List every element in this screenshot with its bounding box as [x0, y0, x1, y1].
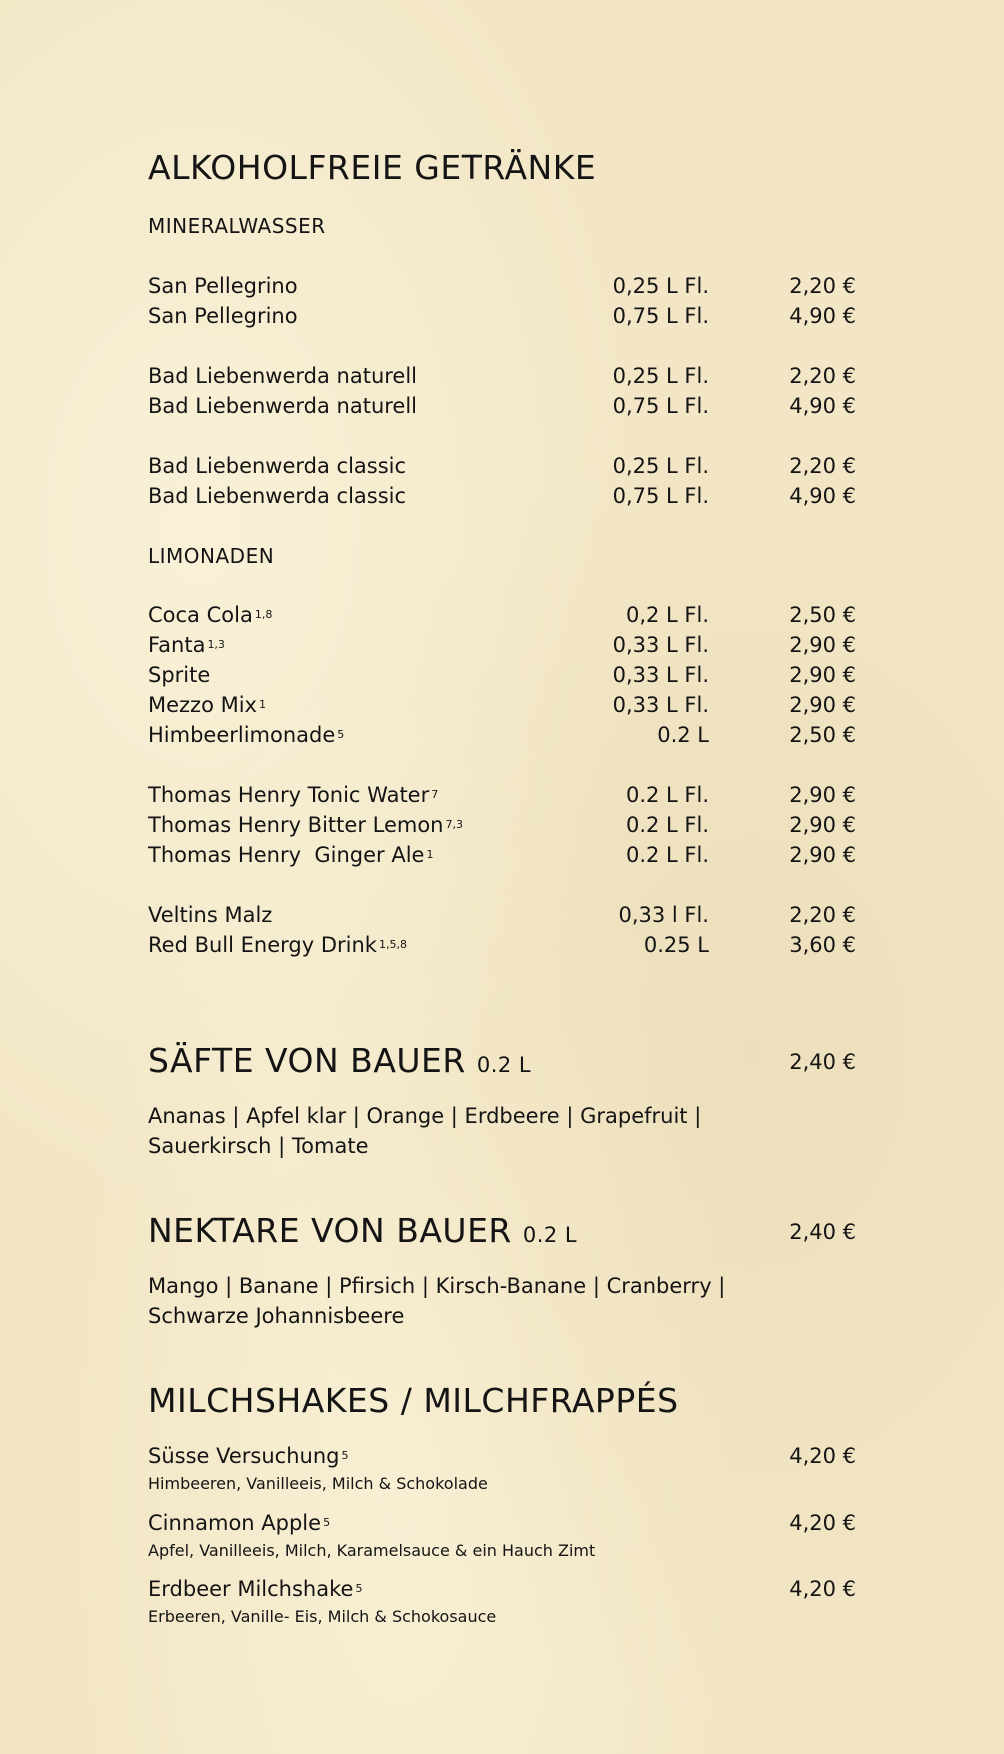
- allergen-note: 1,5,8: [378, 938, 407, 951]
- menu-item-name: Mezzo Mix $^1$: [148, 693, 266, 717]
- section-price: 2,40 €: [789, 1050, 856, 1074]
- section-price: 2,40 €: [789, 1220, 856, 1244]
- menu-item-price: 4,20 €: [789, 1444, 856, 1468]
- menu-item-name: Red Bull Energy Drink $^{1,5,8}$: [148, 933, 407, 957]
- menu-item-price: 2,90 €: [789, 633, 856, 657]
- menu-item-name: San Pellegrino: [148, 304, 298, 328]
- menu-item-name: Fanta $^{1,3}$: [148, 633, 225, 657]
- menu-item-size: 0,75 L Fl.: [612, 304, 709, 328]
- menu-item-price: 2,90 €: [789, 843, 856, 867]
- menu-item-price: 4,20 €: [789, 1511, 856, 1535]
- menu-item-price: 2,20 €: [789, 903, 856, 927]
- menu-item-size: 0,75 L Fl.: [612, 484, 709, 508]
- menu-item-description: Himbeeren, Vanilleeis, Milch & Schokolade: [148, 1474, 488, 1493]
- menu-item-size: 0.2 L: [657, 723, 709, 747]
- menu-item-price: 3,60 €: [789, 933, 856, 957]
- allergen-note: 1,8: [254, 608, 273, 621]
- section-size: 0.2 L: [522, 1223, 578, 1247]
- menu-item-name: Bad Liebenwerda classic: [148, 454, 407, 478]
- menu-item-name: Bad Liebenwerda naturell: [148, 394, 418, 418]
- allergen-note: 1,3: [207, 638, 225, 651]
- section-heading-mineralwasser: MINERALWASSER: [148, 214, 326, 238]
- allergen-note: 1: [426, 848, 434, 861]
- allergen-note: 5: [355, 1582, 363, 1595]
- menu-item-price: 2,90 €: [789, 813, 856, 837]
- menu-item-name: San Pellegrino: [148, 274, 298, 298]
- menu-item-price: 4,90 €: [789, 484, 856, 508]
- menu-item-size: 0,33 l Fl.: [618, 903, 709, 927]
- menu-item-description: Apfel, Vanilleeis, Milch, Karamelsauce & ein Hauch Zimt: [148, 1541, 596, 1560]
- menu-item-name: Süsse Versuchung $^5$: [148, 1444, 349, 1468]
- menu-item-size: 0,25 L Fl.: [612, 364, 709, 388]
- menu-item-price: 4,20 €: [789, 1577, 856, 1601]
- menu-item-name: Thomas Henry Ginger Ale $^1$: [148, 843, 434, 867]
- menu-item-size: 0,2 L Fl.: [625, 603, 709, 627]
- menu-item-name: Sprite: [148, 663, 211, 687]
- allergen-note: 7: [431, 788, 439, 801]
- menu-item-size: 0,25 L Fl.: [612, 274, 709, 298]
- allergen-note: 5: [337, 728, 345, 741]
- menu-item-size: 0,75 L Fl.: [612, 394, 709, 418]
- menu-item-price: 2,90 €: [789, 783, 856, 807]
- menu-item-name: Himbeerlimonade $^5$: [148, 723, 345, 747]
- menu-item-name: Thomas Henry Bitter Lemon $^{7,3}$: [148, 813, 463, 837]
- menu-item-size: 0.2 L Fl.: [625, 783, 709, 807]
- menu-item-price: 2,20 €: [789, 274, 856, 298]
- section-heading-limonaden: LIMONADEN: [148, 544, 275, 568]
- menu-item-price: 2,20 €: [789, 364, 856, 388]
- allergen-note: 1: [259, 698, 266, 711]
- section-heading-nektare: NEKTARE VON BAUER 0.2 L: [148, 1211, 578, 1250]
- nektare-list-line: Mango | Banane | Pfirsich | Kirsch-Banane | Cranberry |: [148, 1274, 726, 1298]
- saefte-list-line: Sauerkirsch | Tomate: [148, 1134, 369, 1158]
- menu-item-price: 2,20 €: [789, 454, 856, 478]
- menu-item-size: 0,25 L Fl.: [612, 454, 709, 478]
- menu-item-price: 2,90 €: [789, 693, 856, 717]
- menu-item-price: 4,90 €: [789, 394, 856, 418]
- menu-item-name: Cinnamon Apple $^5$: [148, 1511, 331, 1535]
- menu-item-price: 2,50 €: [789, 603, 856, 627]
- menu-item-name: Erdbeer Milchshake $^5$: [148, 1577, 363, 1601]
- section-size: 0.2 L: [476, 1053, 532, 1077]
- menu-item-size: 0.2 L Fl.: [625, 813, 709, 837]
- menu-item-name: Thomas Henry Tonic Water $^7$: [148, 783, 439, 807]
- menu-item-description: Erbeeren, Vanille- Eis, Milch & Schokosauce: [148, 1607, 497, 1626]
- allergen-note: 7,3: [445, 818, 463, 831]
- menu-item-price: 4,90 €: [789, 304, 856, 328]
- menu-item-size: 0.2 L Fl.: [625, 843, 709, 867]
- section-heading-saefte: SÄFTE VON BAUER 0.2 L: [148, 1041, 532, 1080]
- menu-item-name: Veltins Malz: [148, 903, 273, 927]
- allergen-note: 5: [341, 1449, 349, 1462]
- section-heading-milchshakes: MILCHSHAKES / MILCHFRAPPÉS: [148, 1381, 679, 1420]
- menu-item-name: Coca Cola $^{1,8}$: [148, 603, 273, 627]
- menu-item-name: Bad Liebenwerda classic: [148, 484, 407, 508]
- nektare-list-line: Schwarze Johannisbeere: [148, 1304, 405, 1328]
- menu-item-size: 0,33 L Fl.: [612, 663, 709, 687]
- menu-item-size: 0,33 L Fl.: [612, 633, 709, 657]
- menu-item-price: 2,90 €: [789, 663, 856, 687]
- allergen-note: 5: [323, 1516, 331, 1529]
- saefte-list-line: Ananas | Apfel klar | Orange | Erdbeere | Grapefruit |: [148, 1104, 702, 1128]
- menu-item-price: 2,50 €: [789, 723, 856, 747]
- page-title: ALKOHOLFREIE GETRÄNKE: [148, 148, 597, 187]
- menu-item-size: 0.25 L: [643, 933, 709, 957]
- menu-item-size: 0,33 L Fl.: [612, 693, 709, 717]
- menu-item-name: Bad Liebenwerda naturell: [148, 364, 418, 388]
